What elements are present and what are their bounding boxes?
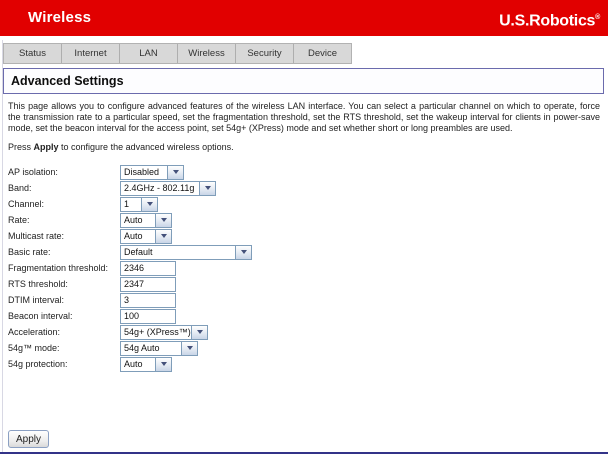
channel-select[interactable] <box>120 197 158 212</box>
form-row-basic-rate <box>8 244 252 260</box>
page-title: Wireless <box>28 9 92 26</box>
tab-status[interactable]: Status <box>4 44 62 63</box>
fragmentation-threshold-input[interactable] <box>120 261 176 276</box>
dropdown-arrow-icon[interactable] <box>191 326 207 339</box>
instruction-suffix: to configure the advanced wireless options. <box>58 142 234 152</box>
dropdown-arrow-icon[interactable] <box>167 166 183 179</box>
rts-threshold-input[interactable] <box>120 277 176 292</box>
form-row-fragmentation-threshold <box>8 260 252 276</box>
field-label-acceleration: Acceleration: <box>8 327 61 337</box>
form-row-beacon-interval <box>8 308 252 324</box>
54g-protection-select[interactable] <box>120 357 172 372</box>
tab-internet[interactable]: Internet <box>62 44 120 63</box>
acceleration-selected-value: 54g+ (XPress™) <box>124 326 191 337</box>
54g-mode-selected-value: 54g Auto <box>124 342 160 353</box>
dropdown-arrow-icon[interactable] <box>155 358 171 371</box>
brand-text: U.S.Robotics <box>499 12 596 30</box>
apply-button[interactable]: Apply <box>8 430 49 448</box>
form-row-channel <box>8 196 252 212</box>
tab-device[interactable]: Device <box>307 48 338 59</box>
dropdown-arrow-icon[interactable] <box>199 182 215 195</box>
instruction-apply-word: Apply <box>33 142 59 152</box>
page-description: This page allows you to configure advanced features of the wireless LAN interface. You can select a particular channel on which to operate, force the transmission rate to a particular speed, set the fragmentation threshold, set the RTS threshold, set the wakeup interval for clients in power-save mode, set the beacon interval for the access point, set 54g+ (XPress) mode and set whether short or long preambles are used. <box>8 101 600 133</box>
field-label-beacon-interval: Beacon interval: <box>8 311 73 321</box>
registered-mark: ® <box>595 14 600 21</box>
apply-instruction <box>8 142 234 152</box>
basic-rate-select[interactable] <box>120 245 252 260</box>
dropdown-arrow-icon[interactable] <box>235 246 251 259</box>
dropdown-arrow-icon[interactable] <box>155 230 171 243</box>
field-label-54g-mode: 54g™ mode: <box>8 343 60 353</box>
app-header <box>0 0 608 36</box>
form-row-band <box>8 180 252 196</box>
instruction-prefix: Press <box>8 142 34 152</box>
section-heading-box <box>3 68 604 94</box>
usrobotics-logo <box>499 0 600 39</box>
form-row-54g-mode <box>8 340 252 356</box>
rate-select[interactable] <box>120 213 172 228</box>
ap-isolation-select[interactable] <box>120 165 184 180</box>
54g-mode-select[interactable] <box>120 341 198 356</box>
tab-bar <box>3 43 352 64</box>
dropdown-arrow-icon[interactable] <box>155 214 171 227</box>
tab-security[interactable]: Security <box>236 44 294 63</box>
dropdown-arrow-icon[interactable] <box>141 198 157 211</box>
field-label-rate: Rate: <box>8 215 30 225</box>
field-label-dtim-interval: DTIM interval: <box>8 295 65 305</box>
form-row-acceleration <box>8 324 252 340</box>
acceleration-select[interactable] <box>120 325 208 340</box>
form-row-dtim-interval <box>8 292 252 308</box>
settings-form <box>8 164 252 372</box>
field-label-54g-protection: 54g protection: <box>8 359 68 369</box>
tab-wireless[interactable]: Wireless <box>178 44 236 63</box>
field-label-fragmentation-threshold: Fragmentation threshold: <box>8 263 109 273</box>
channel-selected-value: 1 <box>124 198 130 209</box>
form-row-ap-isolation <box>8 164 252 180</box>
field-label-basic-rate: Basic rate: <box>8 247 51 257</box>
form-row-rate <box>8 212 252 228</box>
form-row-54g-protection <box>8 356 252 372</box>
footer-rule <box>0 452 608 454</box>
rate-selected-value: Auto <box>124 214 143 225</box>
field-label-band: Band: <box>8 183 32 193</box>
field-label-ap-isolation: AP isolation: <box>8 167 58 177</box>
field-label-channel: Channel: <box>8 199 45 209</box>
beacon-interval-input[interactable] <box>120 309 176 324</box>
field-label-rts-threshold: RTS threshold: <box>8 279 68 289</box>
54g-protection-selected-value: Auto <box>124 358 143 369</box>
dropdown-arrow-icon[interactable] <box>181 342 197 355</box>
field-label-multicast-rate: Multicast rate: <box>8 231 65 241</box>
basic-rate-selected-value: Default <box>124 246 153 257</box>
section-heading: Advanced Settings <box>11 74 124 88</box>
multicast-rate-selected-value: Auto <box>124 230 143 241</box>
band-select[interactable] <box>120 181 216 196</box>
ap-isolation-selected-value: Disabled <box>124 166 160 177</box>
band-selected-value: 2.4GHz - 802.11g <box>124 182 195 193</box>
form-row-rts-threshold <box>8 276 252 292</box>
dtim-interval-input[interactable] <box>120 293 176 308</box>
form-row-multicast-rate <box>8 228 252 244</box>
content-left-border <box>2 40 3 452</box>
tab-lan[interactable]: LAN <box>120 44 178 63</box>
multicast-rate-select[interactable] <box>120 229 172 244</box>
